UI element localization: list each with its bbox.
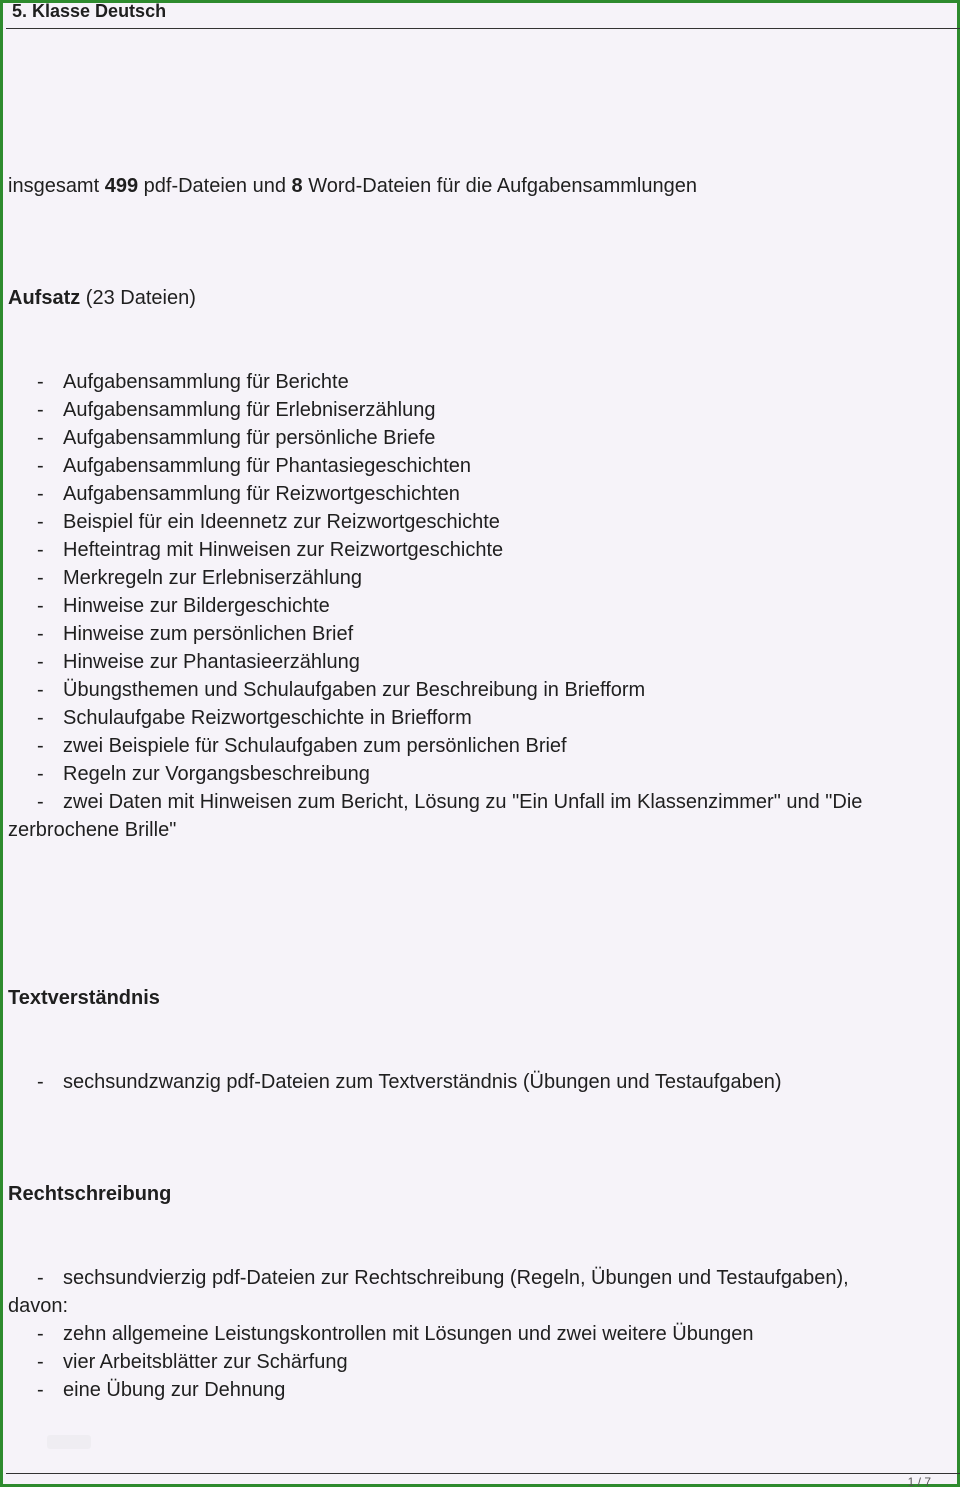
list-item-line-2: zerbrochene Brille" (8, 819, 177, 841)
summary-middle: pdf-Dateien und (138, 175, 292, 197)
list-item: - Aufgabensammlung für Reizwortgeschichten (37, 483, 460, 505)
textverstaendnis-list (3, 1068, 958, 1096)
footer-divider (6, 1473, 960, 1474)
document-header-title: 5. Klasse Deutsch (12, 1, 167, 21)
list-item: - zehn allgemeine Leistungskontrollen mit Lösungen und zwei weitere Übungen (37, 1323, 754, 1345)
word-count: 8 (291, 175, 303, 197)
summary-suffix: Word-Dateien für die Aufgabensammlungen (302, 175, 697, 197)
summary-line (8, 172, 697, 200)
list-item: - Merkregeln zur Erlebniserzählung (37, 567, 363, 589)
list-item: - Beispiel für ein Ideennetz zur Reizwortgeschichte (37, 511, 500, 533)
section-heading-aufsatz (8, 284, 196, 312)
list-item: - sechsundzwanzig pdf-Dateien zum Textverständnis (Übungen und Testaufgaben) (37, 1071, 782, 1093)
list-item: - zwei Beispiele für Schulaufgaben zum persönlichen Brief (37, 735, 567, 757)
list-item-line-2: davon: (8, 1295, 69, 1317)
aufsatz-list (3, 368, 958, 844)
section-heading-textverstaendnis: Textverständnis (8, 987, 160, 1009)
rechtschreibung-list (3, 1264, 958, 1404)
list-item: - Hinweise zur Phantasieerzählung (37, 651, 360, 673)
footer-mark (47, 1435, 91, 1449)
list-item: - Regeln zur Vorgangsbeschreibung (37, 763, 370, 785)
list-item: - Aufgabensammlung für persönliche Briefe (37, 427, 436, 449)
list-item: - Hefteintrag mit Hinweisen zur Reizwortgeschichte (37, 539, 504, 561)
list-item-line-1: sechsundvierzig pdf-Dateien zur Rechtschreibung (Regeln, Übungen und Testaufgaben), (63, 1267, 849, 1289)
summary-prefix: insgesamt (8, 175, 105, 197)
page-number: 1 / 7 (907, 1475, 931, 1489)
list-item: - zwei Daten mit Hinweisen zum Bericht, Lösung zu "Ein Unfall im Klassenzimmer" und "Die zerbrochene Brille" (3, 788, 958, 844)
list-item: - sechsundvierzig pdf-Dateien zur Rechtschreibung (Regeln, Übungen und Testaufgaben), davon: (3, 1264, 958, 1320)
header-divider (6, 28, 960, 29)
section-heading-rechtschreibung: Rechtschreibung (8, 1183, 172, 1205)
list-item: - Hinweise zur Bildergeschichte (37, 595, 330, 617)
list-item: - vier Arbeitsblätter zur Schärfung (37, 1351, 348, 1373)
aufsatz-file-count: (23 Dateien) (80, 287, 196, 309)
list-item: - Schulaufgabe Reizwortgeschichte in Briefform (37, 707, 472, 729)
list-item: - Aufgabensammlung für Erlebniserzählung (37, 399, 436, 421)
list-item: - Aufgabensammlung für Berichte (37, 371, 349, 393)
list-item: - Aufgabensammlung für Phantasiegeschichten (37, 455, 472, 477)
list-item-line-1: zwei Daten mit Hinweisen zum Bericht, Lösung zu "Ein Unfall im Klassenzimmer" und "Die (63, 791, 863, 813)
pdf-count: 499 (104, 175, 139, 197)
list-item: - Übungsthemen und Schulaufgaben zur Beschreibung in Briefform (37, 679, 646, 701)
list-item: - Hinweise zum persönlichen Brief (37, 623, 354, 645)
aufsatz-heading-label: Aufsatz (8, 287, 81, 309)
list-item: - eine Übung zur Dehnung (37, 1379, 286, 1401)
